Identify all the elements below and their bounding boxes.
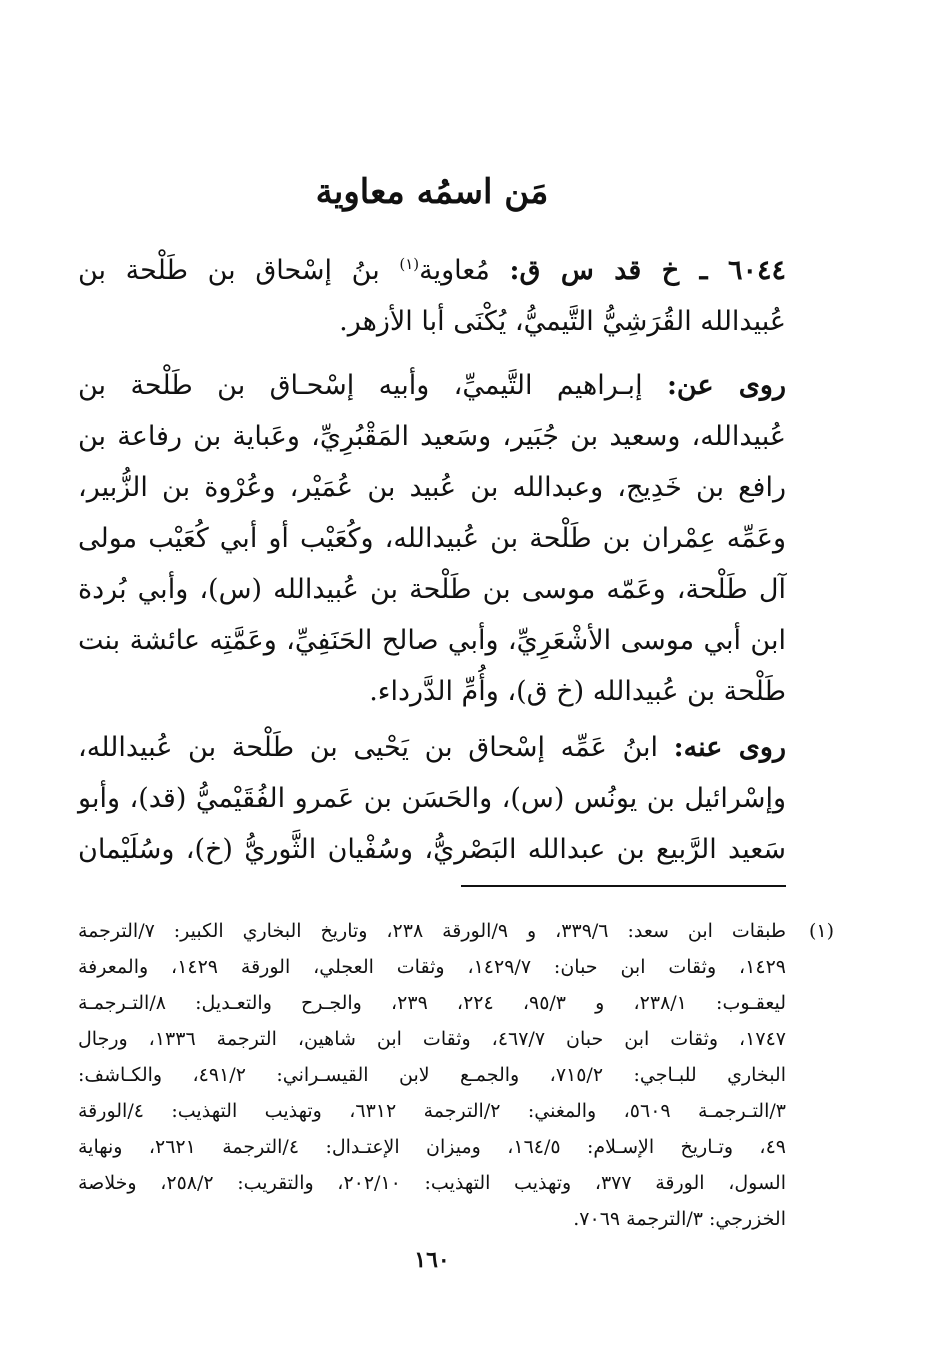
footnote-line: ٤٩، وتـاريخ الإسـلام: ١٦٤/٥، وميزان الإعتـدال: ٤/الترجمة ٢٦٢١، ونهاية (78, 1136, 786, 1158)
footnote-line: ليعقـوب: ٢٣٨/١، و ٩٥/٣، ٢٢٤، ٢٣٩، والجـرح والتعـديل: ٨/التـرجمـة (78, 992, 787, 1014)
narrated-from-paragraph (78, 360, 786, 717)
entry-name: مُعاوية (419, 255, 490, 286)
narrated-from-line: آل طَلْحة، وعَمّه موسى بن طَلْحة بن عُبيدالله (س)، وأبي بُردة (78, 574, 786, 605)
book-page (78, 0, 834, 1348)
footnote-text (78, 913, 786, 1237)
footnote-block (78, 913, 834, 1237)
narrated-from-line: طَلْحة بن عُبيدالله (خ ق)، وأُمِّ الدَّرداء. (369, 676, 786, 707)
narrated-from-line-1-rest: إبـراهيم التَّيميِّ، وأبيه إسْحـاق بن طَلْحة بن (78, 370, 643, 401)
narrated-by-line-1-rest: ابنُ عَمِّه إسْحاق بن يَحْيى بن طَلْحة بن عُبيدالله، (78, 732, 659, 763)
narrated-from-line: رافع بن خَدِيج، وعبدالله بن عُبيد بن عُمَيْر، وعُرْوة بن الزُّبير، (78, 472, 786, 503)
footnote-number: (١) (808, 920, 834, 942)
entry-number-codes: ٦٠٤٤ ـ خ قد س ق: (509, 255, 786, 286)
entry-line-1 (78, 245, 786, 296)
footnote-line: ٣/التـرجمـة ٥٦٠٩، والمغني: ٢/الترجمة ٦٣١٢، وتهذيب التهذيب: ٤/الورقة (78, 1100, 786, 1122)
narrated-by-line: سَعيد الرَّبيع بن عبدالله البَصْريُّ، وسُفْيان الثَّوريُّ (خ)، وسُلَيْمان (78, 834, 786, 865)
narrated-by-paragraph (78, 722, 786, 875)
footnote-line: طبقات ابن سعد: ٣٣٩/٦، و ٩/الورقة ٢٣٨، وتاريخ البخاري الكبير: ٧/الترجمة (78, 920, 786, 942)
narrated-from-line: عُبيدالله، وسعيد بن جُبَير، وسَعيد المَقْبُرِيِّ، وعَباية بن رفاعة بن (78, 421, 786, 452)
footnote-line: ١٧٤٧، وثقات ابن حبان ٤٦٧/٧، وثقات ابن شاهين، الترجمة ١٣٣٦، ورجال (78, 1028, 786, 1050)
narrated-by-lead: روى عنه: (673, 732, 787, 763)
page-number: ١٦٠ (414, 1247, 450, 1273)
footnote-divider (461, 885, 786, 887)
narrated-by-line-1 (78, 722, 786, 773)
narrated-by-line: وإسْرائيل بن يونُس (س)، والحَسَن بن عَمرو الفُقَيْميُّ (قد)، وأبو (78, 783, 786, 814)
footnote-line: السول، الورقة ٣٧٧، وتهذيب التهذيب: ٢٠٢/١٠، والتقريب: ٢٥٨/٢، وخلاصة (78, 1172, 786, 1194)
narrated-from-line: وعَمِّه عِمْران بن طَلْحة بن عُبيدالله، وكُعَيْب أو أبي كُعَيْب مولى (78, 523, 786, 554)
footnote-line: البخاري للبـاجي: ٧١٥/٢، والجمـع لابن القيسـراني: ٤٩١/٢، والكـاشف: (78, 1064, 786, 1086)
entry-line-2: عُبيدالله القُرَشِيُّ التَّيميُّ، يُكْنَى أبا الأزهر. (339, 306, 786, 337)
entry-intro (78, 245, 786, 347)
narrated-from-line-1 (78, 360, 786, 411)
footnote-line: ١٤٢٩، وثقات ابن حبان: ١٤٢٩/٧، وثقات العجلي، الورقة ١٤٢٩، والمعرفة (78, 956, 786, 978)
narrated-from-lead: روى عن: (666, 370, 787, 401)
entry-line-1-rest: بنُ إسْحاق بن طَلْحة بن (78, 255, 380, 286)
section-heading: مَن اسمُه معاوية (315, 172, 549, 212)
footnote-line: الخزرجي: ٣/الترجمة ٧٠٦٩. (573, 1208, 786, 1230)
narrated-from-line: ابن أبي موسى الأشْعَرِيِّ، وأبي صالح الحَنَفِيِّ، وعَمَّتِه عائشة بنت (78, 625, 786, 656)
footnote-reference[interactable]: (١) (399, 255, 420, 273)
